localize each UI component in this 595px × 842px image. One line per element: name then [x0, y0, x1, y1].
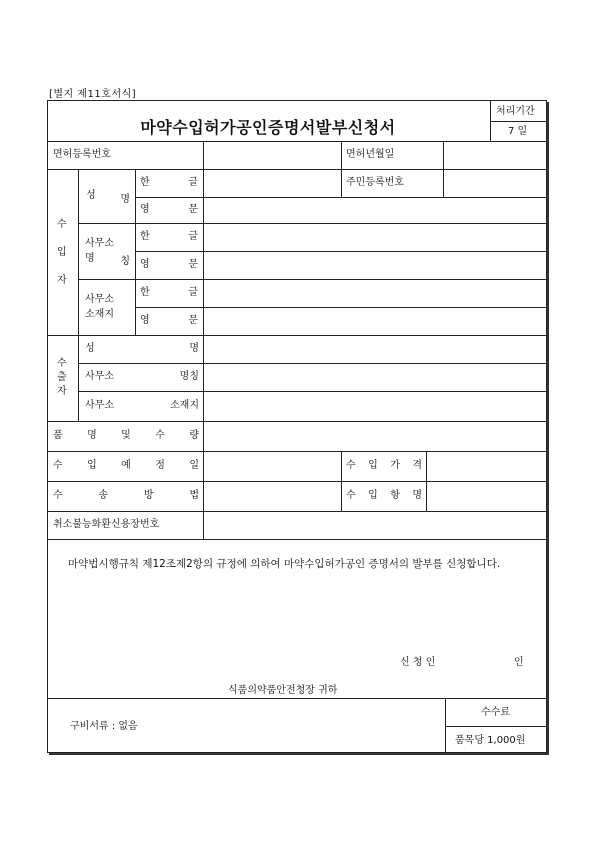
application-form — [47, 100, 547, 753]
importer-office-address-korean-label: 한 글 — [140, 287, 198, 298]
applicant-seal: 인 — [514, 657, 524, 668]
exporter-group-char-3: 자 — [57, 386, 67, 397]
exporter-office-address-label: 사무소 소재지 — [85, 400, 199, 411]
importer-office-name-english-label: 영 문 — [140, 259, 198, 270]
import-port-label: 수 입 항 명 — [346, 490, 422, 501]
importer-office-name-label-2: 명 칭 — [85, 253, 130, 267]
importer-name-korean-label: 한 글 — [140, 177, 198, 188]
shipping-method-field[interactable] — [204, 482, 340, 511]
exporter-name-field[interactable] — [204, 336, 547, 363]
product-qty-field[interactable] — [204, 422, 547, 451]
importer-name-korean-field[interactable] — [204, 170, 340, 197]
importer-office-address-label-2: 소재지 — [85, 309, 114, 320]
importer-name-english-field[interactable] — [204, 198, 547, 223]
import-price-label: 수 입 가 격 — [346, 460, 422, 471]
license-date-field[interactable] — [444, 142, 547, 169]
exporter-office-address-field[interactable] — [204, 392, 547, 421]
importer-office-name-korean-label: 한 글 — [140, 231, 198, 242]
shipping-method-label: 수 송 방 법 — [53, 490, 199, 501]
importer-office-address-label-1: 사무소 — [85, 294, 114, 305]
declaration-text: 마약법시행규칙 제12조제2항의 규정에 의하여 마약수입허가공인 증명서의 발부를 신청합니다. — [68, 558, 501, 570]
importer-name-label: 성 명 — [86, 190, 130, 205]
form-code: [별지 제11호서식] — [49, 89, 137, 100]
import-date-label: 수 입 예 정 일 — [53, 460, 199, 471]
required-documents: 구비서류 : 없음 — [70, 721, 138, 732]
importer-office-address-english-label: 영 문 — [140, 315, 198, 326]
applicant-label: 신 청 인 — [400, 657, 436, 668]
importer-office-name-korean-field[interactable] — [204, 224, 547, 251]
fee-label: 수수료 — [481, 707, 510, 718]
shadow-right — [547, 102, 549, 755]
lc-number-label: 취소불능화환신용장번호 — [53, 519, 160, 530]
import-date-field[interactable] — [204, 452, 340, 481]
processing-label: 처리기간 — [496, 106, 535, 117]
resident-no-field[interactable] — [444, 170, 547, 197]
fee-value: 품목당 1,000원 — [455, 735, 526, 746]
exporter-office-name-label: 사무소 명칭 — [85, 371, 199, 382]
exporter-group-char-1: 수 — [57, 358, 67, 369]
importer-group-char-1: 수 — [57, 219, 67, 230]
exporter-group-char-2: 출 — [57, 372, 67, 383]
license-no-field[interactable] — [204, 142, 340, 169]
import-port-field[interactable] — [427, 482, 547, 511]
importer-name-english-label: 영 문 — [140, 204, 198, 215]
license-no-label: 면허등록번호 — [53, 149, 111, 160]
importer-group-char-2: 입 — [57, 247, 67, 258]
addressee: 식품의약품안전청장 귀하 — [228, 685, 338, 696]
importer-office-name-english-field[interactable] — [204, 252, 547, 279]
shadow-bottom — [49, 753, 549, 755]
import-price-field[interactable] — [427, 452, 547, 481]
applicant-name-field[interactable] — [448, 653, 508, 671]
importer-office-address-korean-field[interactable] — [204, 280, 547, 307]
product-qty-label: 품 명 및 수 량 — [53, 430, 199, 441]
importer-group-char-3: 자 — [57, 275, 67, 286]
importer-office-name-label-1: 사무소 — [85, 238, 114, 249]
importer-office-address-english-field[interactable] — [204, 308, 547, 335]
exporter-office-name-field[interactable] — [204, 364, 547, 391]
lc-number-field[interactable] — [204, 512, 547, 539]
resident-no-label: 주민등록번호 — [346, 177, 404, 188]
processing-value: 7 일 — [508, 126, 528, 137]
form-title: 마약수입허가공인증명서발부신청서 — [140, 118, 396, 137]
license-date-label: 면허년월일 — [346, 149, 395, 160]
exporter-name-label: 성 명 — [85, 343, 199, 354]
